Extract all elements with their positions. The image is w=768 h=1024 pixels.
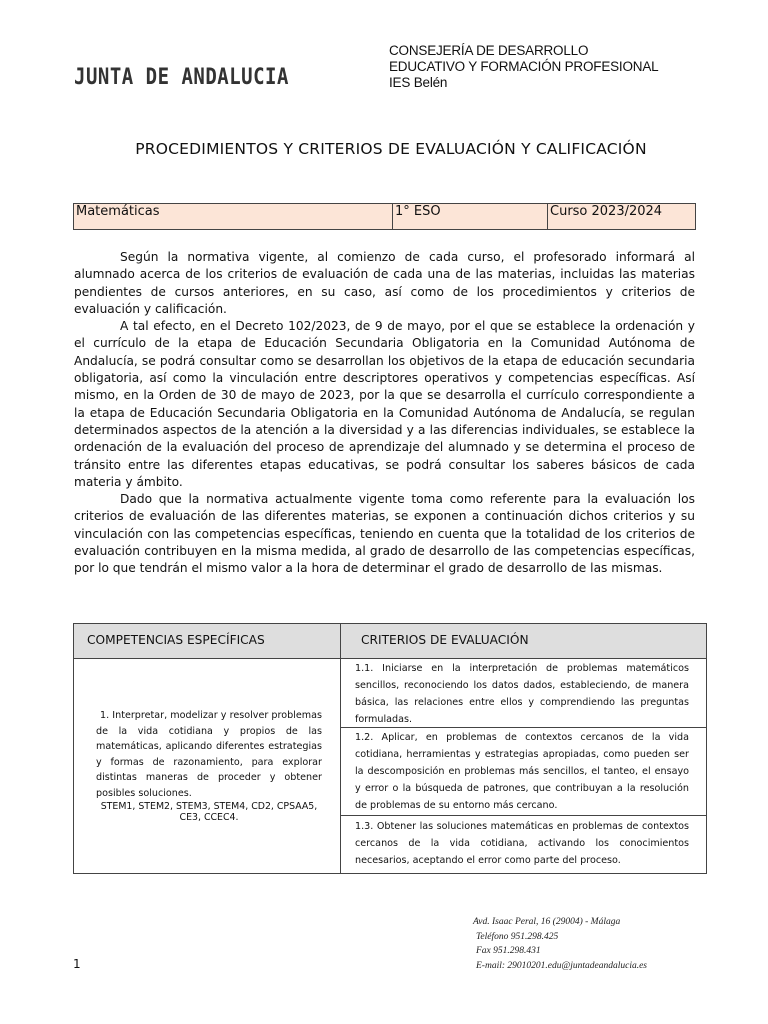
subject-cell: Matemáticas [76, 204, 160, 219]
document-title: PROCEDIMIENTOS Y CRITERIOS DE EVALUACIÓN Y CALIFICACIÓN [135, 140, 647, 158]
institution-header [389, 43, 658, 91]
criteria-column-header: CRITERIOS DE EVALUACIÓN [361, 633, 529, 647]
paragraph-1: Según la normativa vigente, al comienzo de cada curso, el profesorado informará al alumnado acerca de los criterios de evaluación de cada una de las materias, incluidas las materias pendientes de cursos anteriores, en su caso, así como de los procedimientos y criterios de evaluación y calificación. [74, 250, 695, 316]
criterion-1-3: 1.3. Obtener las soluciones matemáticas en problemas de contextos cercanos de la vida cotidiana, activando los conocimientos necesarios, aceptando el error como parte del proceso. [355, 821, 689, 866]
competencies-table-header [74, 624, 706, 659]
criteria-divider [341, 727, 706, 728]
footer-phone: Teléfono 951.298.425 [476, 931, 559, 942]
competency-cell [96, 708, 322, 823]
competency-codes: STEM1, STEM2, STEM3, STEM4, CD2, CPSAA5, CE3, CCEC4. [100, 801, 318, 823]
footer-fax: Fax 951.298.431 [476, 946, 541, 956]
criterion-1-2: 1.2. Aplicar, en problemas de contextos cercanos de la vida cotidiana, herramientas y estrategias apropiadas, como pueden ser la descomposición en problemas más sencillos, el tanteo, el ensayo y error o la búsqueda de patrones, que contribuyan a la resolución de problemas de su entorno más cercano. [355, 732, 689, 811]
body-text [74, 249, 695, 578]
institution-line-1: CONSEJERÍA DE DESARROLLO [389, 43, 589, 58]
competencies-column-header: COMPETENCIAS ESPECÍFICAS [87, 633, 265, 647]
competency-text: 1. Interpretar, modelizar y resolver problemas de la vida cotidiana y propios de las matemáticas, aplicando diferentes estrategias y formas de razonamiento, para explorar distintas maneras de proceder y obtener posibles soluciones. [96, 710, 322, 799]
page-number: 1 [73, 957, 81, 971]
paragraph-3: Dado que la normativa actualmente vigente toma como referente para la evaluación los criterios de evaluación de las diferentes materias, se exponen a continuación dichos criterios y su vinculación con las competencias específicas, teniendo en cuenta que la totalidad de los criterios de evaluación contribuyen en la misma medida, al grado de desarrollo de las competencias específicas, por lo que tendrán el mismo valor a la hora de determinar el grado de desarrollo de las mismas. [74, 492, 695, 576]
column-divider [340, 624, 341, 873]
footer-email: E-mail: 29010201.edu@juntadeandalucia.es [476, 960, 648, 971]
paragraph-2: A tal efecto, en el Decreto 102/2023, de 9 de mayo, por el que se establece la ordenación y el currículo de la etapa de Educación Secundaria Obligatoria en la Comunidad Autónoma de Andalucía, se podrá consultar como se desarrollan los objetivos de la etapa de educación secundaria obligatoria, así como la vinculación entre descriptores operativos y competencias específicas. Así mismo, en la Orden de 30 de mayo de 2023, por la que se desarrolla el currículo correspondiente a la etapa de Educación Secundaria Obligatoria en la Comunidad Autónoma de Andalucía, se regulan determinados aspectos de la atención a la diversidad y a las diferencias individuales, se establece la ordenación de la evaluación del proceso de aprendizaje del alumnado y se determina el proceso de tránsito entre las diferentes etapas educativas, se podrá consultar los saberes básicos de cada materia y ámbito. [74, 319, 695, 489]
institution-line-3: IES Belén [389, 75, 448, 90]
competencies-table [73, 623, 707, 874]
institution-line-2: EDUCATIVO Y FORMACIÓN PROFESIONAL [389, 59, 659, 74]
level-cell: 1° ESO [392, 204, 547, 229]
course-cell: Curso 2023/2024 [547, 204, 695, 229]
criteria-divider [341, 815, 706, 816]
footer-street: Avd. Isaac Peral, 16 (29004) - Málaga [473, 917, 621, 927]
subject-info-table [73, 203, 696, 230]
junta-de-andalucia-logo: JUNTA DE ANDALUCIA [74, 64, 289, 90]
footer-address [473, 915, 647, 973]
criterion-1-1: 1.1. Iniciarse en la interpretación de problemas matemáticos sencillos, reconociendo los datos dados, estableciendo, de manera básica, las relaciones entre ellos y comprendiendo las preguntas formuladas. [355, 663, 689, 725]
